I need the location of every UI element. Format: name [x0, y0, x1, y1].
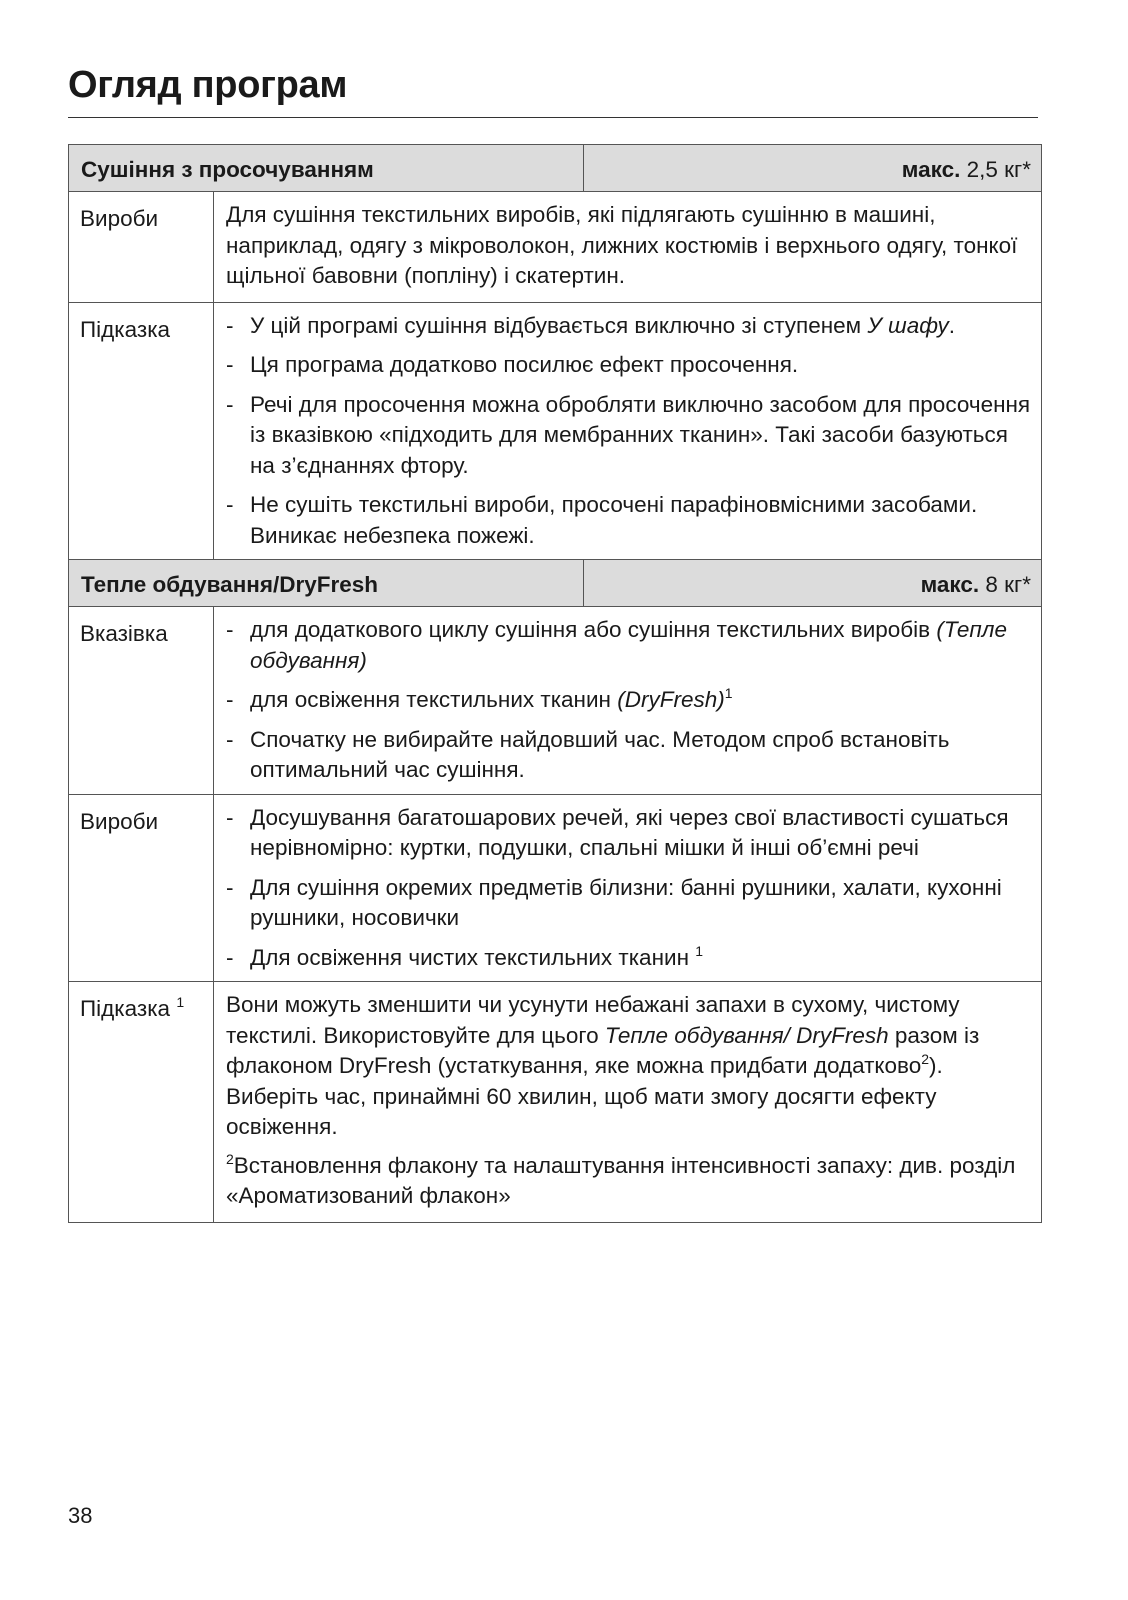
list-item: - Речі для просочення можна обробляти виключно засобом для просочення із вказівкою «підходить для мембранних тканин». Такі засоби базуються на з’єднаннях фтору. — [226, 391, 1031, 478]
tip-list — [226, 311, 1033, 552]
max-label: макс. — [920, 571, 980, 597]
footnote-ref: 1 — [695, 942, 704, 959]
row-content — [214, 982, 1042, 1223]
row-label: Вказівка — [69, 607, 214, 795]
items-list — [226, 803, 1033, 974]
list-item: - Спочатку не вибирайте найдовший час. Методом спроб встановіть оптимальний час сушіння. — [226, 726, 950, 782]
row-label: Вироби — [69, 192, 214, 303]
row-tip — [69, 302, 1042, 560]
footnote-text: $^2$Встановлення флакону та налаштування інтенсивності запаху: див. розділ «Ароматизований флакон» — [226, 1150, 1016, 1208]
row-content — [214, 192, 1042, 303]
row-content — [214, 302, 1042, 560]
list-item: - Не сушіть текстильні вироби, просочені парафіновмісними засобами. Виникає небезпека пожежі. — [226, 492, 978, 548]
program-name: Тепле обдування/DryFresh — [69, 560, 584, 607]
program-name: Сушіння з просочуванням — [69, 145, 584, 192]
max-value: 8 кг* — [985, 571, 1031, 597]
list-item: - Досушування багатошарових речей, які через свої властивості сушаться нерівномірно: куртки, подушки, спальні мішки й інші об’ємні речі — [226, 804, 1009, 860]
footnote-marker: 2 — [226, 1150, 234, 1167]
footnote-ref: 1 — [176, 994, 185, 1010]
title-divider — [68, 117, 1038, 118]
program-table — [68, 144, 1042, 1223]
list-item: - Для освіження чистих текстильних тканин $^1$ — [226, 942, 704, 970]
row-content — [214, 607, 1042, 795]
list-item: - Ця програма додатково посилює ефект просочення. — [226, 352, 799, 377]
row-label: Підказка — [69, 302, 214, 560]
row-items — [69, 192, 1042, 303]
max-value: 2,5 кг* — [966, 156, 1031, 182]
list-item: - для додаткового циклу сушіння або сушіння текстильних виробів (Тепле обдування) — [226, 617, 1007, 673]
list-item: - Для сушіння окремих предметів білизни: банні рушники, халати, кухонні рушники, носовички — [226, 874, 1002, 930]
program-max-load — [584, 560, 1042, 607]
max-label: макс. — [901, 156, 961, 182]
row-items — [69, 794, 1042, 982]
row-label: Вироби — [69, 794, 214, 982]
section-header-warm-air — [69, 560, 1042, 607]
footnote-ref: 2 — [921, 1051, 930, 1067]
list-item: - У цій програмі сушіння відбувається виключно зі ступенем У шафу. — [226, 312, 956, 338]
footnote-ref: 1 — [724, 685, 733, 701]
tip-text: Вони можуть зменшити чи усунути небажані запахи в сухому, чистому текстилі. Використовуйте для цього Тепле обдування/ DryFresh разом із флаконом DryFresh (устаткування, яке можна придбати додатково$^2$). Виберіть час, принаймні 60 хвилин, щоб мати змогу досягти ефекту освіження. — [226, 992, 980, 1139]
row-note — [69, 607, 1042, 795]
note-list — [226, 615, 1033, 786]
list-item: - для освіження текстильних тканин (DryFresh)$^1$ — [226, 685, 733, 712]
section-header-impregnation — [69, 145, 1042, 192]
items-text: Для сушіння текстильних виробів, які підлягають сушінню в машині, наприклад, одягу з мікроволокон, лижних костюмів і верхнього одягу, тонкої щільної бавовни (попліну) і скатертин. — [226, 202, 1018, 288]
row-content — [214, 794, 1042, 982]
row-label: Підказка $^1$ — [69, 982, 214, 1223]
program-max-load — [584, 145, 1042, 192]
page-number: 38 — [68, 1503, 93, 1528]
page-title: Огляд програм — [68, 64, 348, 106]
row-tip — [69, 982, 1042, 1223]
